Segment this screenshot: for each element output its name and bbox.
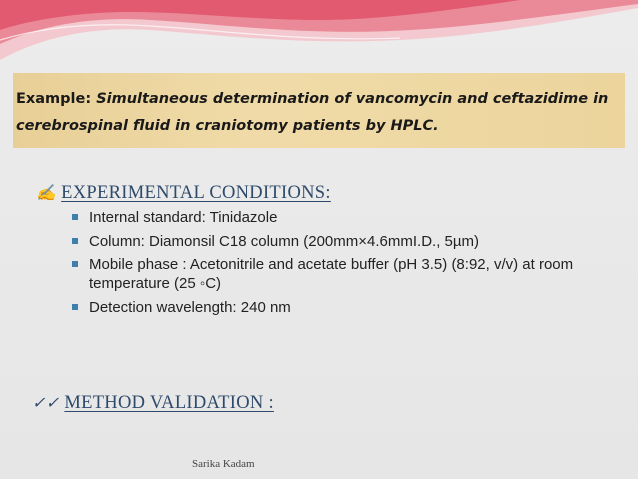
script-check-icon: ✍ — [36, 185, 57, 202]
method-validation-heading — [32, 393, 274, 414]
double-check-icon: ✓✓ — [32, 395, 60, 412]
experimental-conditions-heading — [36, 183, 331, 204]
experimental-conditions-heading-text: EXPERIMENTAL CONDITIONS: — [61, 183, 331, 203]
example-label: Example — [16, 91, 86, 107]
list-item — [70, 232, 615, 251]
square-bullet-icon — [72, 304, 78, 310]
decorative-wave-header — [0, 0, 638, 70]
list-item-text: Detection wavelength: 240 nm — [89, 298, 291, 316]
list-item — [70, 208, 615, 227]
example-separator: : — [85, 91, 97, 107]
list-item — [70, 298, 615, 317]
example-title: Simultaneous determination of vancomycin and ceftazidime in cerebrospinal fluid in craniotomy patients by HPLC. — [16, 91, 609, 134]
method-validation-heading-text: METHOD VALIDATION : — [64, 393, 274, 413]
list-item-text: Column: Diamonsil C18 column (200mm×4.6mmI.D., 5µm) — [89, 232, 480, 250]
list-item — [70, 255, 615, 293]
square-bullet-icon — [72, 214, 78, 220]
list-item-text: Mobile phase : Acetonitrile and acetate buffer (pH 3.5) (8:92, v/v) at room temperature (25 ◦C) — [89, 256, 574, 292]
footer-author: Sarika Kadam — [192, 458, 255, 470]
square-bullet-icon — [72, 261, 78, 267]
example-box — [13, 73, 625, 148]
list-item-text: Internal standard: Tinidazole — [89, 209, 278, 226]
experimental-conditions-list — [70, 208, 615, 321]
square-bullet-icon — [72, 238, 78, 244]
